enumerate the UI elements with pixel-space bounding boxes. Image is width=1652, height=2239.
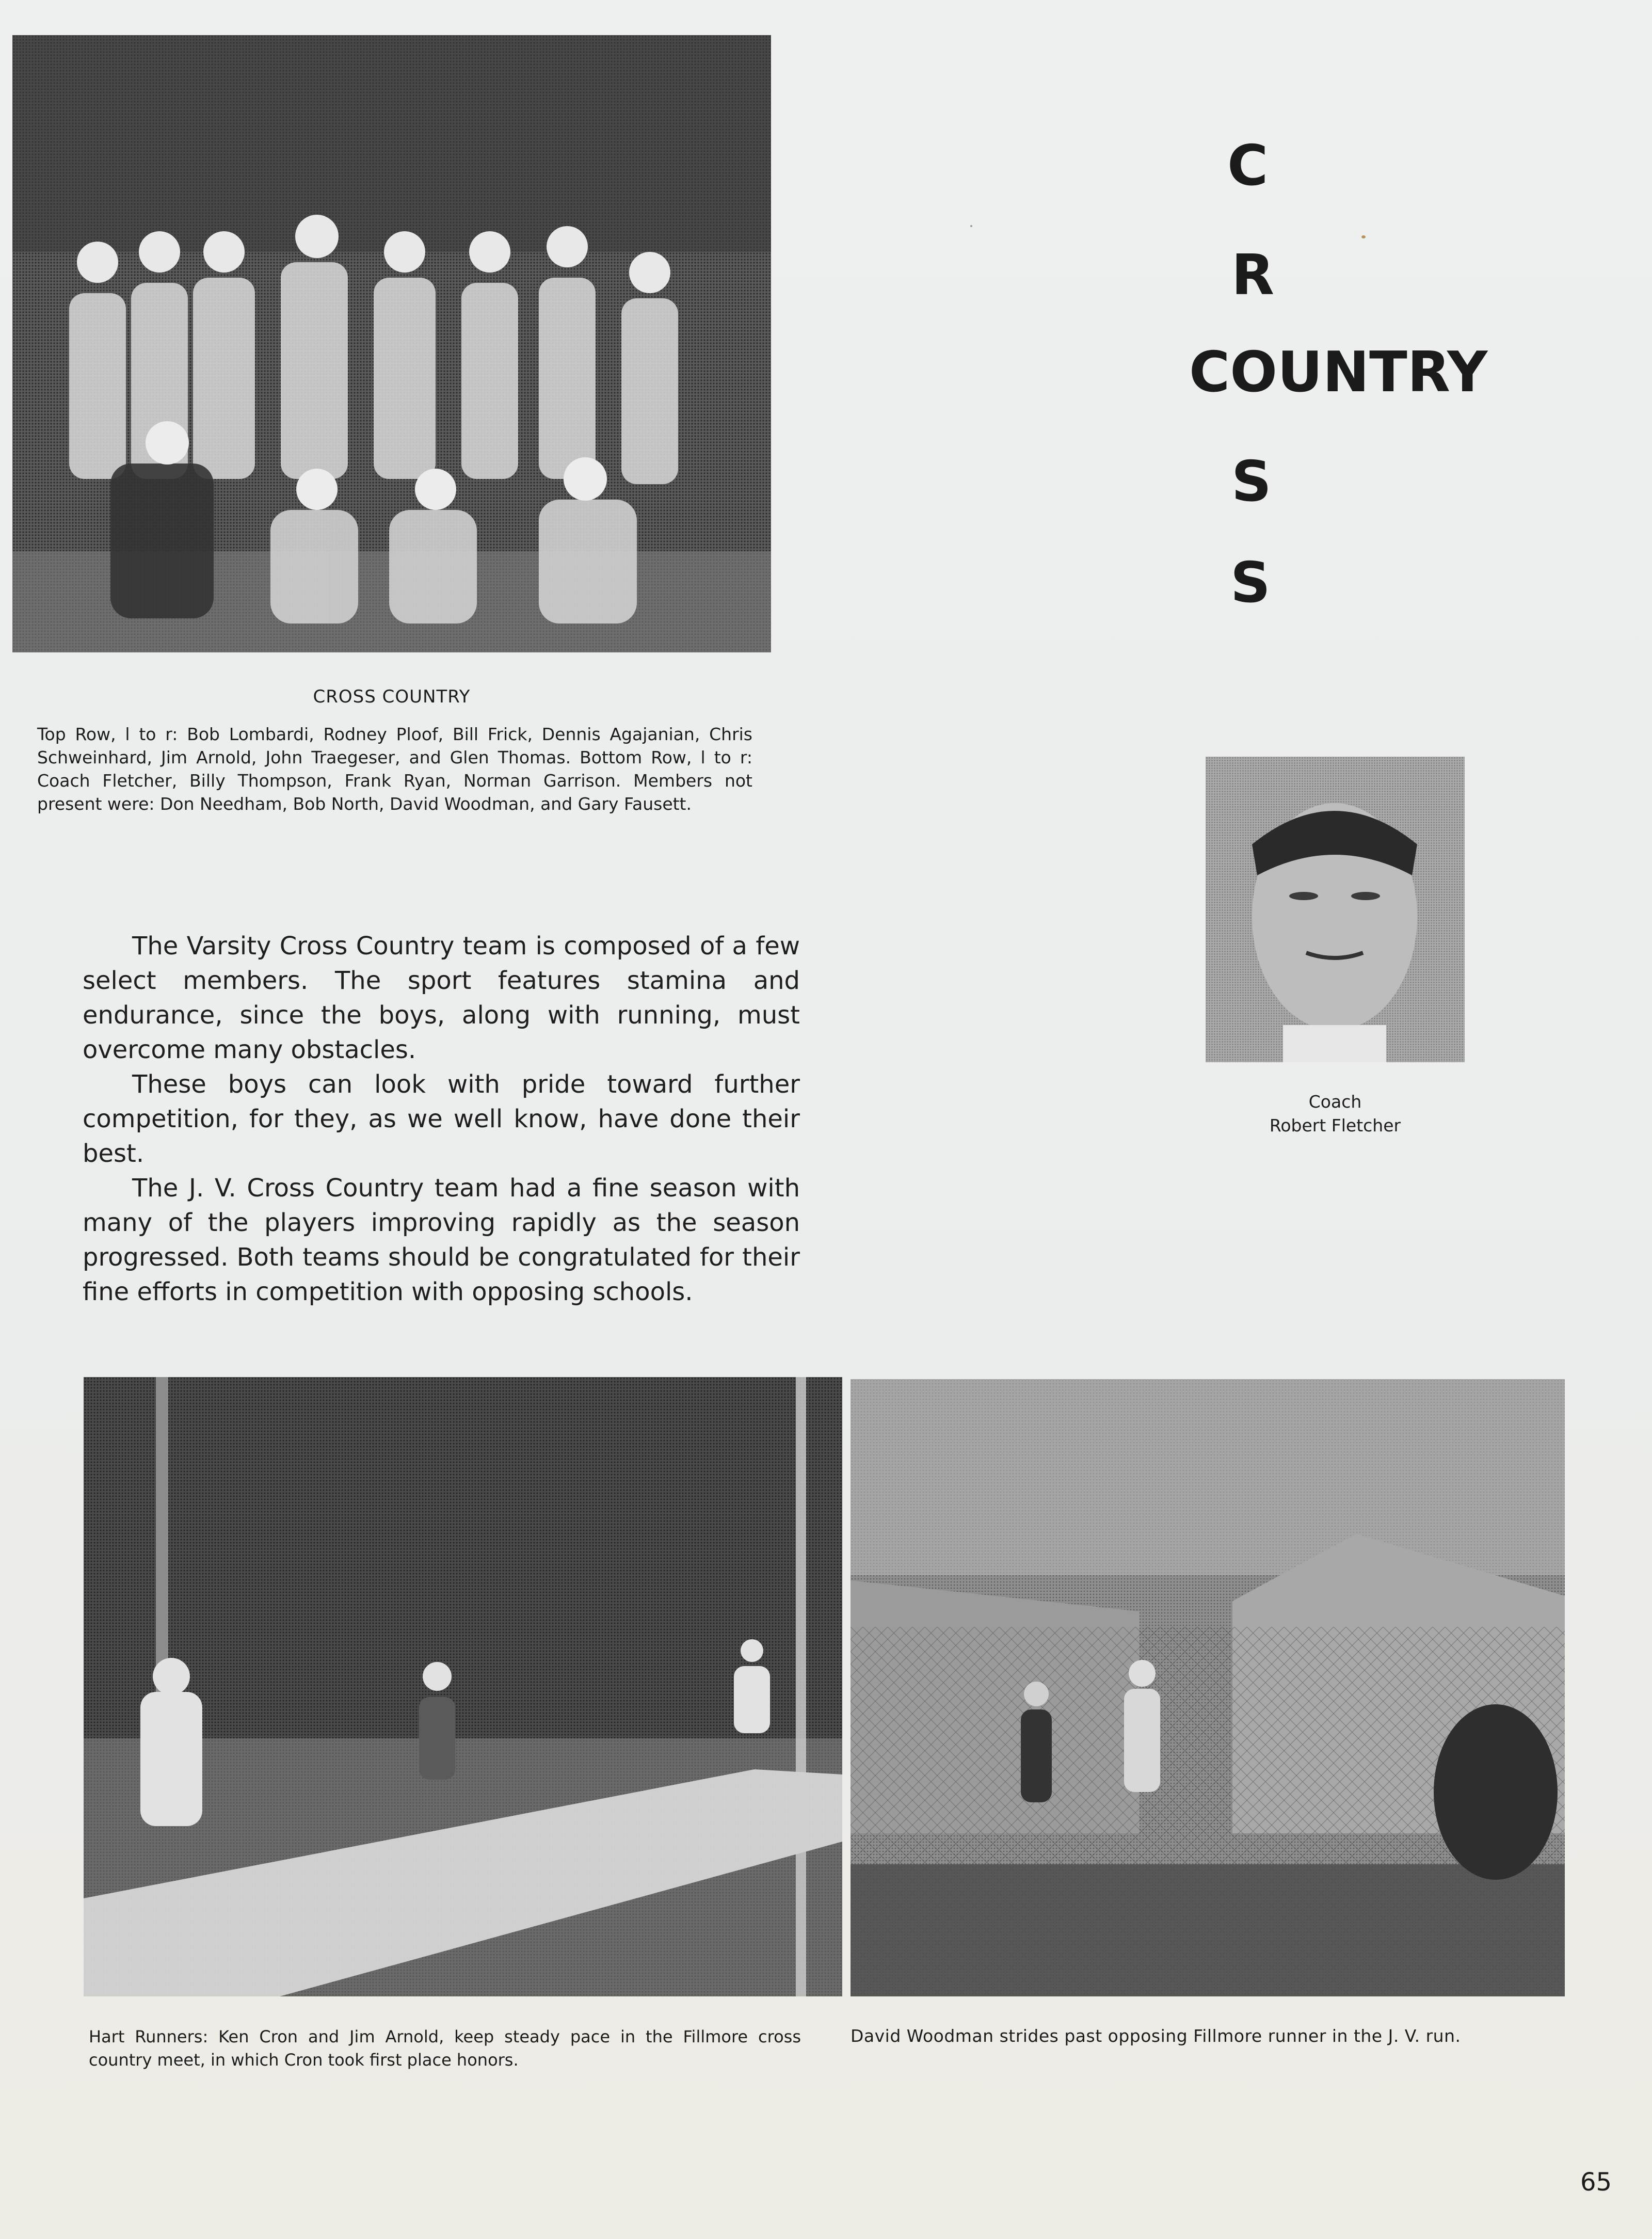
title-country: COUNTRY [1189, 340, 1488, 405]
woodman-caption: David Woodman strides past opposing Fillmore runner in the J. V. run. [851, 2026, 1461, 2046]
page-number: 65 [1580, 2168, 1612, 2197]
title-letter-c: C [1227, 134, 1270, 198]
coach-name: Robert Fletcher [1269, 1115, 1401, 1136]
coach-role: Coach [1308, 1092, 1362, 1112]
runners-caption: Hart Runners: Ken Cron and Jim Arnold, keep steady pace in the Fillmore cross country meet, in which Cron took first place honors. [89, 2027, 801, 2070]
team-caption-title: CROSS COUNTRY [313, 686, 471, 707]
article-body [83, 929, 800, 1309]
article-paragraph: The Varsity Cross Country team is composed of a few select members. The sport features stamina and endurance, since the boys, along with running, must overcome many obstacles. [83, 932, 800, 1064]
team-photo [12, 35, 771, 652]
title-letter-r: R [1231, 243, 1276, 308]
paper-speck [1361, 235, 1366, 238]
article-paragraph: The J. V. Cross Country team had a fine season with many of the players improving rapidly as the season progressed. Both teams should be congratulated for their fine efforts in competition with opposing schools. [83, 1174, 800, 1306]
article-paragraph: These boys can look with pride toward further competition, for they, as we well know, have done their best. [83, 1070, 800, 1168]
team-caption: Top Row, l to r: Bob Lombardi, Rodney Ploof, Bill Frick, Dennis Agajanian, Chris Schweinhard, Jim Arnold, John Traegeser, and Glen Thomas. Bottom Row, l to r: Coach Fletcher, Billy Thompson, Frank Ryan, Norman Garrison. Members not present were: Don Needham, Bob North, David Woodman, and Gary Fausett. [37, 724, 752, 814]
runners-photo [84, 1377, 842, 1996]
paper-speck [970, 225, 972, 227]
title-letter-s-2: S [1230, 551, 1272, 615]
coach-photo [1206, 757, 1465, 1062]
title-letter-s: S [1231, 450, 1273, 514]
woodman-photo [851, 1379, 1565, 1996]
coach-caption [1206, 1090, 1465, 1138]
